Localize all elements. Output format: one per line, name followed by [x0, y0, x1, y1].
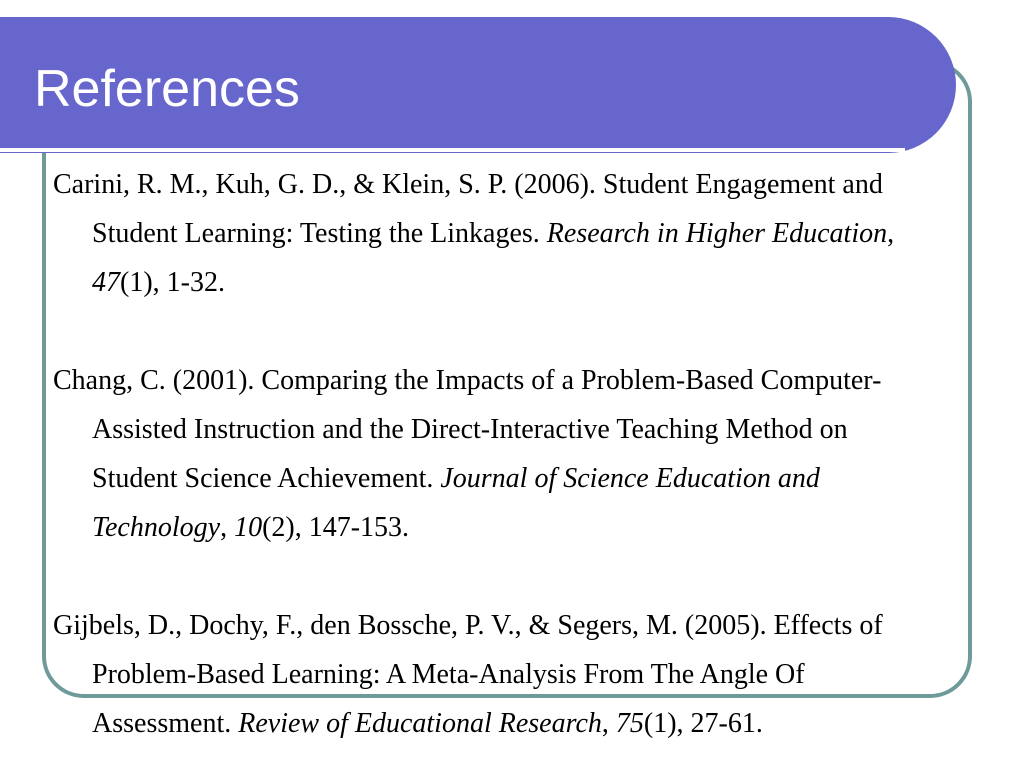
slide-title: References [34, 60, 300, 118]
reference-item [53, 601, 923, 748]
reference-separator: , [887, 218, 895, 249]
reference-journal: Research in Higher Education [546, 218, 888, 249]
reference-list [53, 160, 923, 768]
reference-citation: Carini, R. M., Kuh, G. D., & Klein, S. P. (2006). Student Engagement and Student Learning: Testing the Linkages. [53, 169, 883, 249]
reference-separator: , [601, 708, 616, 739]
reference-citation: Chang, C. (2001). Comparing the Impacts of a Problem-Based Computer-Assisted Instruction and the Direct-Interactive Teaching Method on Student Science Achievement. [53, 365, 882, 494]
reference-item [53, 356, 923, 552]
reference-pages: (1), 1-32. [120, 267, 225, 298]
reference-item [53, 160, 923, 307]
reference-volume: 10 [234, 512, 263, 543]
reference-citation: Gijbels, D., Dochy, F., den Bossche, P. V., & Segers, M. (2005). Effects of Problem-Based Learning: A Meta-Analysis From The Angle Of Assessment. [53, 610, 883, 739]
title-bar [0, 17, 956, 153]
reference-journal: Journal of Science Education and Technology [92, 463, 820, 543]
reference-pages: (1), 27-61. [643, 708, 763, 739]
title-underline [0, 148, 905, 152]
reference-volume: 47 [92, 267, 120, 298]
reference-pages: (2), 147-153. [262, 512, 410, 543]
reference-journal: Review of Educational Research [238, 708, 602, 739]
reference-separator: , [220, 512, 235, 543]
reference-volume: 75 [615, 708, 644, 739]
